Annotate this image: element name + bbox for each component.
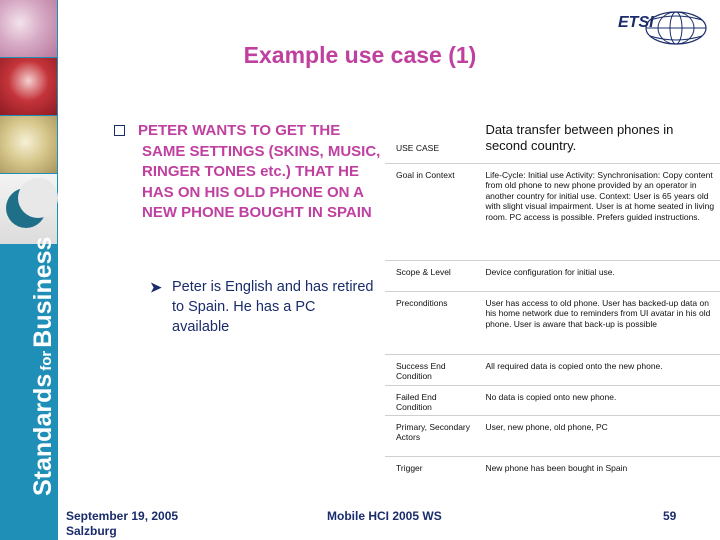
slide-title: Example use case (1) <box>243 42 477 68</box>
table-row <box>385 385 720 415</box>
tagline-word: Business <box>29 236 57 348</box>
sub-bullet <box>150 277 375 337</box>
footer-date: September 19, 2005 <box>66 509 179 523</box>
table-row <box>385 354 720 385</box>
table-row <box>385 291 720 354</box>
row-value: Device configuration for initial use. <box>485 266 615 277</box>
row-value: Life-Cycle: Initial use Activity: Synchronisation: Copy content from old phone to new phone provided by an operator in another country for initial use. Context: User is 65 years old with slight visual impairment. User is at home seated in living room. PC access is possible. Prefers guided instructions. <box>485 169 715 222</box>
sub-bullet-text: Peter is English and has retired to Spain. He has a PC available <box>172 279 374 335</box>
row-key: Goal in Context <box>396 169 455 180</box>
row-value: User has access to old phone. User has backed-up data on his home network due to reminders from UI avatar in his old phone. User is aware that back-up is possible <box>485 297 711 329</box>
use-case-table <box>385 111 720 480</box>
checkbox-bullet-icon <box>114 125 125 136</box>
table-row <box>385 111 720 163</box>
tagline-word: Standards <box>29 373 57 496</box>
row-key: Scope & Level <box>396 266 451 277</box>
decorative-image-tile <box>0 58 57 115</box>
page-number: 59 <box>663 509 677 523</box>
left-sidebar <box>0 0 58 540</box>
row-key: Preconditions <box>396 297 448 308</box>
row-key: USE CASE <box>396 143 439 153</box>
row-value: New phone has been bought in Spain <box>485 462 628 473</box>
decorative-image-tile <box>0 0 57 57</box>
row-value: All required data is copied onto the new phone. <box>485 360 663 371</box>
sidebar-tagline <box>29 237 58 496</box>
footer-event: Mobile HCI 2005 WS <box>327 509 442 523</box>
circle-cutout <box>18 178 58 218</box>
table-row <box>385 163 720 260</box>
tagline-word: for <box>38 350 55 371</box>
row-key: Primary, Secondary Actors <box>396 421 471 442</box>
logo-text: ETSI <box>618 14 654 31</box>
arrow-bullet-icon: ➤ <box>150 279 162 295</box>
row-key: Failed End Condition <box>396 391 437 412</box>
table-row <box>385 456 720 480</box>
table-row <box>385 260 720 291</box>
row-value: User, new phone, old phone, PC <box>485 421 608 432</box>
footer-location: Salzburg <box>66 524 117 538</box>
row-value: Data transfer between phones in second country. <box>485 122 674 153</box>
main-bullet-text: PETER WANTS TO GET THE SAME SETTINGS (SKINS, MUSIC, RINGER TONES etc.) THAT HE HAS ON HIS OLD PHONE ON A NEW PHONE BOUGHT IN SPAIN <box>138 122 381 221</box>
row-key: Success End Condition <box>396 360 446 381</box>
table-row <box>385 415 720 456</box>
decorative-logo-tile <box>0 174 57 244</box>
row-value: No data is copied onto new phone. <box>485 391 617 402</box>
decorative-image-tile <box>0 116 57 173</box>
row-key: Trigger <box>396 462 423 473</box>
footer-date-location <box>66 509 178 539</box>
main-bullet <box>116 121 386 224</box>
